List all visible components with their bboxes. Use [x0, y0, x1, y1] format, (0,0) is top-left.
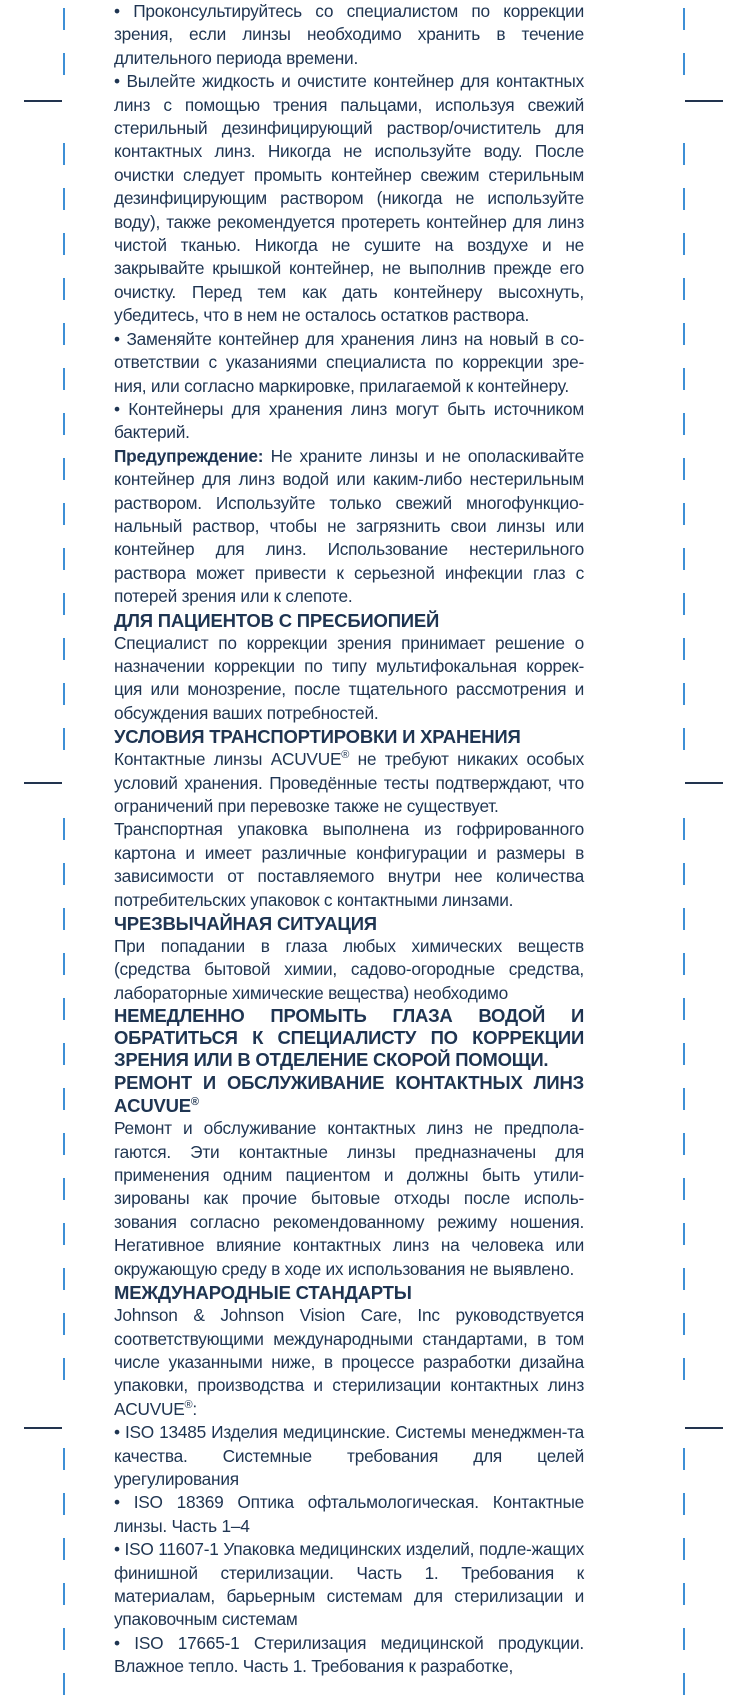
crop-dash-mark	[63, 188, 65, 210]
crop-dash-mark	[63, 458, 65, 480]
crop-dash-mark	[63, 53, 65, 75]
crop-dash-mark	[683, 548, 685, 570]
crop-dash-mark	[683, 728, 685, 750]
crop-dash-mark	[63, 143, 65, 165]
crop-dash-mark	[683, 1178, 685, 1200]
bullet-replace-container: • Заменяйте контейнер для хранения линз на новый в со-ответствии с указаниями специалиста по коррекции зре-ния, или согласно маркировке, прилагаемой к контейнеру.	[114, 328, 584, 398]
crop-dash-mark	[683, 1223, 685, 1245]
crop-dash-mark	[683, 1583, 685, 1605]
crop-dash-mark	[63, 818, 65, 840]
registered-mark: ®	[184, 1398, 193, 1411]
crop-dash-mark	[63, 503, 65, 525]
left-margin-crop-marks	[0, 0, 80, 1677]
emergency-paragraph: При попадании в глаза любых химических веществ (средства бытовой химии, садово-огородные средства, лабораторные химические вещества) необходимо	[114, 936, 584, 1003]
crop-dash-mark	[63, 413, 65, 435]
crop-dash-mark	[63, 593, 65, 615]
storage-text-start: Контактные линзы ACUVUE	[114, 749, 342, 770]
right-margin-crop-marks	[667, 0, 747, 1677]
transport-packaging-paragraph: Транспортная упаковка выполнена из гофрированного картона и имеет различные конфигурации и размеры в зависимости от поставляемого внутри нее количества потребительских упаковок с контактными линзами.	[114, 819, 584, 910]
warning-paragraph	[114, 445, 584, 609]
fold-line-mark	[24, 100, 62, 102]
crop-dash-mark	[63, 728, 65, 750]
fold-line-mark	[24, 782, 62, 784]
crop-dash-mark	[63, 1133, 65, 1155]
crop-dash-mark	[63, 278, 65, 300]
heading-presbyopia: ДЛЯ ПАЦИЕНТОВ С ПРЕСБИОПИЕЙ	[114, 609, 440, 631]
crop-dash-mark	[683, 1133, 685, 1155]
crop-dash-mark	[63, 1178, 65, 1200]
heading-transport-storage: УСЛОВИЯ ТРАНСПОРТИРОВКИ И ХРАНЕНИЯ	[114, 726, 521, 748]
registered-mark: ®	[190, 1096, 199, 1109]
standards-intro-colon: :	[192, 1398, 197, 1419]
fold-line-mark	[685, 1427, 723, 1429]
crop-dash-mark	[63, 1223, 65, 1245]
fold-line-mark	[24, 1427, 62, 1429]
crop-dash-mark	[683, 908, 685, 930]
crop-dash-mark	[63, 863, 65, 885]
crop-dash-mark	[683, 1493, 685, 1515]
crop-dash-mark	[683, 1313, 685, 1335]
instruction-text-column	[114, 0, 584, 1679]
standards-intro-paragraph	[114, 1304, 584, 1421]
emergency-instruction-caps: НЕМЕДЛЕННО ПРОМЫТЬ ГЛАЗА ВОДОЙ И ОБРАТИТЬСЯ К СПЕЦИАЛИСТУ ПО КОРРЕКЦИИ ЗРЕНИЯ ИЛИ В ОТДЕЛЕНИЕ СКОРОЙ ПОМОЩИ.	[114, 1005, 584, 1071]
crop-dash-mark	[63, 638, 65, 660]
crop-dash-mark	[683, 953, 685, 975]
crop-dash-mark	[683, 8, 685, 30]
bullet-iso-18369: • ISO 18369 Оптика офтальмологическая. Контактные линзы. Часть 1–4	[114, 1491, 584, 1538]
crop-dash-mark	[683, 503, 685, 525]
crop-dash-mark	[683, 638, 685, 660]
repair-paragraph: Ремонт и обслуживание контактных линз не предпола-гаются. Эти контактные линзы предназначены для применения одним пациентом и должны быть утили-зированы как прочие бытовые отходы после исполь-зования согласно рекомендованному режиму ношения. Негативное влияние контактных линз на человека или окружающую среду в ходе их использования не выявлено.	[114, 1118, 584, 1279]
crop-dash-mark	[683, 1673, 685, 1695]
crop-dash-mark	[63, 233, 65, 255]
crop-dash-mark	[683, 1358, 685, 1380]
crop-dash-mark	[63, 8, 65, 30]
crop-dash-mark	[63, 908, 65, 930]
crop-dash-mark	[683, 53, 685, 75]
crop-dash-mark	[683, 1268, 685, 1290]
heading-emergency: ЧРЕЗВЫЧАЙНАЯ СИТУАЦИЯ	[114, 913, 377, 935]
crop-dash-mark	[683, 1628, 685, 1650]
crop-dash-mark	[63, 1088, 65, 1110]
crop-dash-mark	[63, 1313, 65, 1335]
crop-dash-mark	[63, 998, 65, 1020]
crop-dash-mark	[683, 683, 685, 705]
crop-dash-mark	[683, 413, 685, 435]
standards-intro-text: Johnson & Johnson Vision Care, Inc руководствуется соответствующими международными стандартами, в том числе указанными ниже, в процессе разработки дизайна упаковки, производства и стерилизации контактных линз ACUVUE	[114, 1305, 584, 1419]
bullet-clean-container: • Вылейте жидкость и очистите контейнер для контактных линз с помощью трения пальцами, используя свежий стерильный дезинфицирующий раствор/очиститель для контактных линз. Никогда не используйте воду. После очистки следует промыть контейнер свежим стерильным дезинфицирующим раствором (никогда не используйте воду), также рекомендуется протереть контейнер для линз чистой тканью. Никогда не сушите на воздухе и не закрывайте крышкой контейнер, не выполнив прежде его очистку. Перед тем как дать контейнеру высохнуть, убедитесь, что в нем не осталось остатков раствора.	[114, 70, 584, 327]
crop-dash-mark	[63, 1448, 65, 1470]
crop-dash-mark	[63, 1538, 65, 1560]
bullet-iso-13485: • ISO 13485 Изделия медицинские. Системы менеджмен-та качества. Системные требования для целей урегулирования	[114, 1421, 584, 1491]
crop-dash-mark	[683, 1448, 685, 1470]
crop-dash-mark	[683, 1043, 685, 1065]
crop-dash-mark	[683, 458, 685, 480]
crop-dash-mark	[63, 953, 65, 975]
crop-dash-mark	[63, 368, 65, 390]
crop-dash-mark	[683, 1088, 685, 1110]
registered-mark: ®	[341, 749, 350, 762]
crop-dash-mark	[63, 683, 65, 705]
heading-international-standards: МЕЖДУНАРОДНЫЕ СТАНДАРТЫ	[114, 1282, 412, 1304]
fold-line-mark	[685, 100, 723, 102]
crop-dash-mark	[683, 593, 685, 615]
warning-text: Не храните линзы и не ополаскивайте контейнер для линз водой или каким-либо нестерильным раствором. Используйте только свежий многофункцио-нальный раствор, чтобы не загрязнить свои линзы или контейнер для линз. Использование нестерильного раствора может привести к серьезной инфекции глаз с потерей зрения или к слепоте.	[114, 445, 584, 607]
crop-dash-mark	[63, 1493, 65, 1515]
crop-dash-mark	[683, 1538, 685, 1560]
crop-dash-mark	[683, 863, 685, 885]
storage-paragraph	[114, 748, 584, 818]
bullet-consult-storage: • Проконсультируйтесь со специалистом по коррекции зрения, если линзы необходимо хранить в течение длительного периода времени.	[114, 0, 584, 70]
crop-dash-mark	[63, 1628, 65, 1650]
crop-dash-mark	[63, 1268, 65, 1290]
bullet-bacteria-source: • Контейнеры для хранения линз могут быть источником бактерий.	[114, 398, 584, 445]
crop-dash-mark	[63, 548, 65, 570]
crop-dash-mark	[683, 818, 685, 840]
bullet-iso-17665-1: • ISO 17665-1 Стерилизация медицинской продукции. Влажное тепло. Часть 1. Требования к разработке,	[114, 1632, 584, 1679]
warning-label: Предупреждение:	[114, 445, 264, 466]
presbyopia-paragraph: Специалист по коррекции зрения принимает решение о назначении коррекции по типу мультифокальная коррек-ция или монозрение, после тщательного рассмотрения и обсуждения ваших потребностей.	[114, 632, 584, 723]
storage-text-end: не требуют никаких особых условий хранения. Проведённые тесты подтверждают, что ограничений при перевозке также не существует.	[114, 749, 584, 816]
crop-dash-mark	[63, 1043, 65, 1065]
crop-dash-mark	[683, 278, 685, 300]
crop-dash-mark	[683, 323, 685, 345]
crop-dash-mark	[63, 1583, 65, 1605]
crop-dash-mark	[683, 233, 685, 255]
crop-dash-mark	[683, 368, 685, 390]
crop-dash-mark	[63, 1673, 65, 1695]
crop-dash-mark	[683, 143, 685, 165]
heading-repair-maintenance	[114, 1071, 584, 1117]
repair-heading-text: РЕМОНТ И ОБСЛУЖИВАНИЕ КОНТАКТНЫХ ЛИНЗ ACUVUE	[114, 1072, 584, 1117]
fold-line-mark	[685, 782, 723, 784]
crop-dash-mark	[683, 998, 685, 1020]
bullet-iso-11607-1: • ISO 11607-1 Упаковка медицинских изделий, подле-жащих финишной стерилизации. Часть 1. Требования к материалам, барьерным системам для стерилизации и упаковочным системам	[114, 1538, 584, 1632]
crop-dash-mark	[683, 188, 685, 210]
crop-dash-mark	[63, 323, 65, 345]
crop-dash-mark	[63, 1358, 65, 1380]
